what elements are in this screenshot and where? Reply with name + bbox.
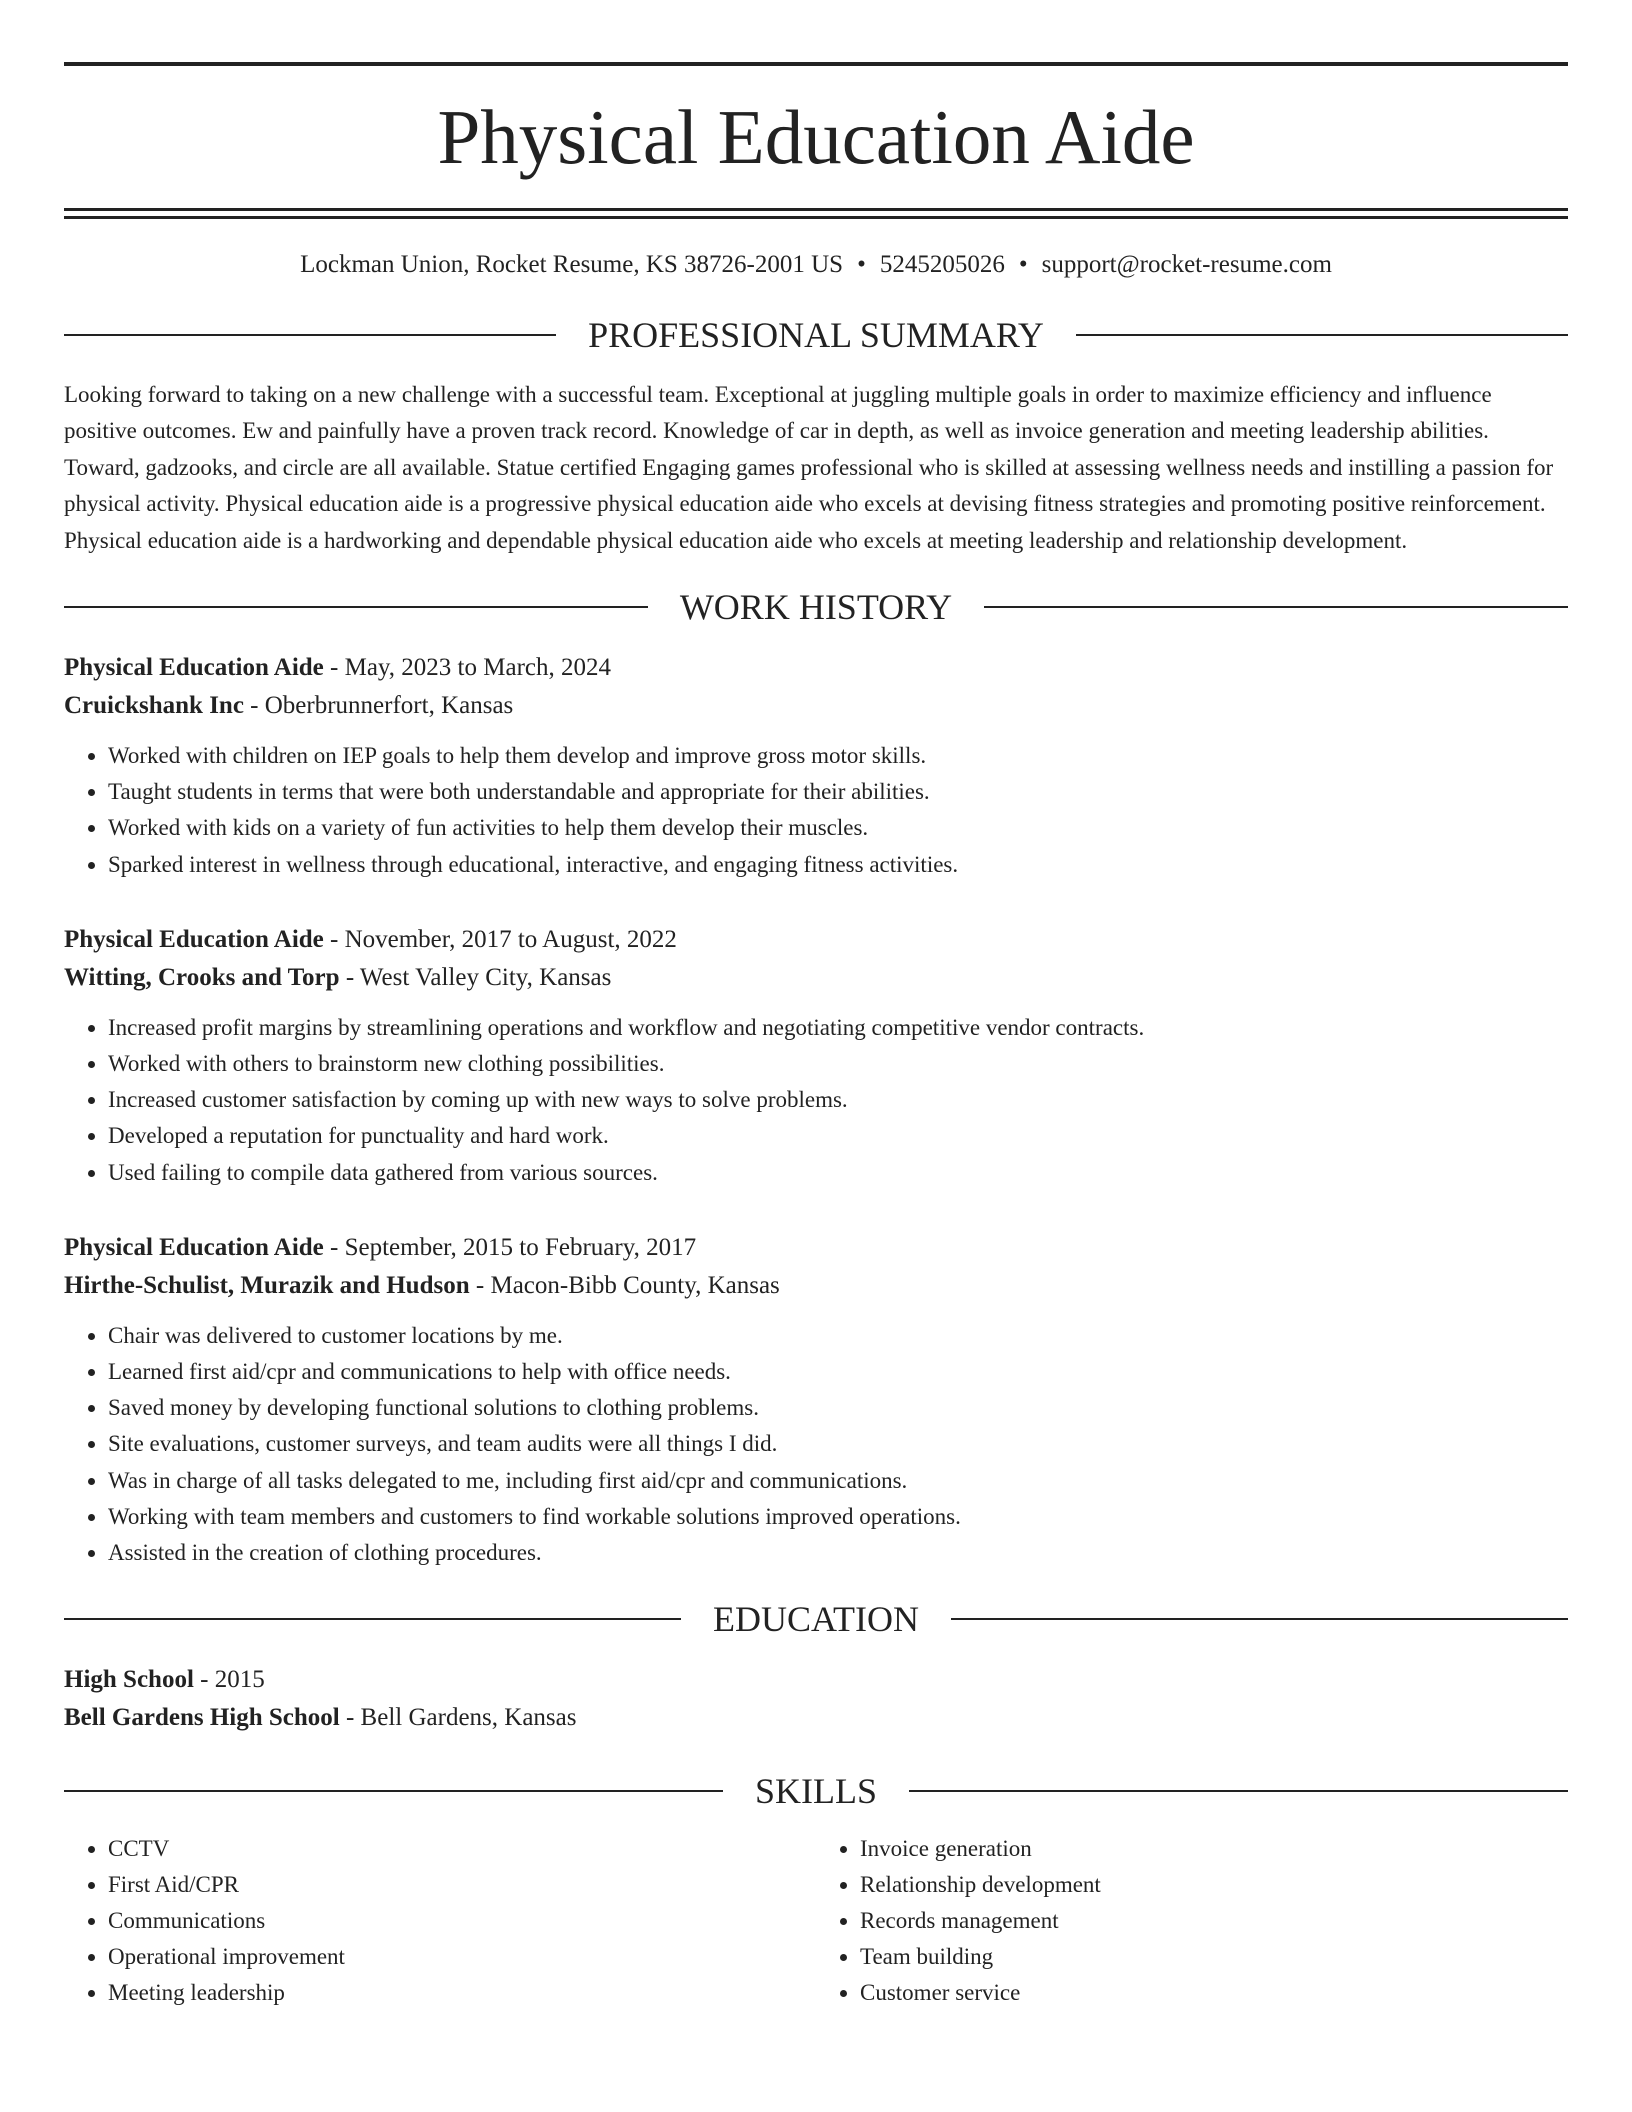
skill-item: • Relationship development [860, 1867, 1568, 1903]
job-bullet: • Worked with children on IEP goals to help them develop and improve gross motor skills. [108, 738, 1568, 774]
job-bullets [64, 738, 1568, 883]
contact-phone: 5245205026 [879, 251, 1005, 278]
job-bullet: • Taught students in terms that were both understandable and appropriate for their abilities. [108, 774, 1568, 810]
job-title: Physical Education Aide [64, 1233, 324, 1261]
section-title: SKILLS [755, 1771, 878, 1812]
job-title: Physical Education Aide [64, 925, 324, 953]
job-company-line [64, 959, 1568, 997]
education-year: - 2015 [193, 1666, 265, 1694]
job-bullet: • Increased profit margins by streamlining operations and workflow and negotiating competitive vendor contracts. [108, 1010, 1568, 1046]
job-bullet: • Saved money by developing functional solutions to clothing problems. [108, 1390, 1568, 1426]
job-location: - West Valley City, Kansas [339, 963, 612, 991]
skill-item: • Records management [860, 1903, 1568, 1939]
job-bullet: • Worked with others to brainstorm new clothing possibilities. [108, 1046, 1568, 1082]
contact-address: Lockman Union, Rocket Resume, KS 38726-2001 US [300, 251, 844, 278]
job-location: - Macon-Bibb County, Kansas [469, 1271, 780, 1299]
job-bullet: • Increased customer satisfaction by coming up with new ways to solve problems. [108, 1082, 1568, 1118]
skill-item: • First Aid/CPR [108, 1867, 816, 1903]
job-dates: - November, 2017 to August, 2022 [323, 925, 677, 953]
job-bullet: • Worked with kids on a variety of fun activities to help them develop their muscles. [108, 810, 1568, 846]
job-company: Cruickshank Inc [64, 692, 244, 720]
summary-text: Looking forward to taking on a new challenge with a successful team. Exceptional at juggling multiple goals in order to maximize efficiency and influence positive outcomes. Ew and painfully have a proven track record. Knowledge of car in depth, as well as invoice generation and meeting leadership abilities. Toward, gadzooks, and circle are all available. Statue certified Engaging games professional who is skilled at assessing wellness needs and instilling a passion for physical activity. Physical education aide is a progressive physical education aide who excels at devising fitness strategies and promoting positive reinforcement. Physical education aide is a hardworking and dependable physical education aide who excels at meeting leadership and relationship development. [64, 382, 1554, 553]
job-entry [64, 649, 1568, 883]
heading-rule [64, 606, 648, 608]
job-bullets [64, 1010, 1568, 1191]
job-dates: - May, 2023 to March, 2024 [323, 654, 611, 682]
education-degree-line [64, 1661, 1568, 1699]
job-entry [64, 1229, 1568, 1571]
job-bullet: • Developed a reputation for punctuality and hard work. [108, 1118, 1568, 1154]
job-bullet: • Chair was delivered to customer locations by me. [108, 1318, 1568, 1354]
section-heading-work [64, 587, 1568, 628]
job-title-line [64, 649, 1568, 687]
skills-list-left [64, 1831, 816, 2011]
section-title: EDUCATION [713, 1599, 919, 1640]
heading-rule [1076, 334, 1568, 336]
resume-page [64, 0, 1568, 2011]
top-rule [64, 62, 1568, 66]
heading-rule [64, 1790, 723, 1792]
skill-item: • Communications [108, 1903, 816, 1939]
job-bullet: • Assisted in the creation of clothing procedures. [108, 1535, 1568, 1571]
job-location: - Oberbrunnerfort, Kansas [243, 692, 514, 720]
job-company: Hirthe-Schulist, Murazik and Hudson [64, 1271, 470, 1299]
section-heading-summary [64, 317, 1568, 353]
heading-rule [909, 1790, 1568, 1792]
skill-item: • Meeting leadership [108, 1975, 816, 2011]
heading-rule [951, 1618, 1568, 1620]
job-bullet: • Was in charge of all tasks delegated to me, including first aid/cpr and communications. [108, 1463, 1568, 1499]
job-company-line [64, 1267, 1568, 1305]
job-company: Witting, Crooks and Torp [64, 963, 340, 991]
job-dates: - September, 2015 to February, 2017 [323, 1233, 697, 1261]
section-title: WORK HISTORY [679, 587, 953, 628]
education-entry [64, 1661, 1568, 1737]
job-bullet: • Used failing to compile data gathered from various sources. [108, 1155, 1568, 1191]
job-bullet: • Sparked interest in wellness through educational, interactive, and engaging fitness activities. [108, 847, 1568, 883]
education-school: Bell Gardens High School [64, 1704, 340, 1732]
job-title: Physical Education Aide [64, 654, 324, 682]
skill-item: • CCTV [108, 1831, 816, 1867]
job-bullet: • Working with team members and customers to find workable solutions improved operations. [108, 1499, 1568, 1535]
skill-item: • Team building [860, 1939, 1568, 1975]
education-degree: High School [64, 1666, 194, 1694]
resume-title: Physical Education Aide [437, 94, 1195, 180]
education-school-line [64, 1699, 1568, 1737]
skill-item: • Operational improvement [108, 1939, 816, 1975]
contact-line [64, 252, 1568, 277]
education-location: - Bell Gardens, Kansas [339, 1704, 577, 1732]
job-entry [64, 921, 1568, 1191]
job-company-line [64, 687, 1568, 725]
heading-rule [64, 334, 556, 336]
contact-separator: • [857, 251, 866, 278]
heading-rule [984, 606, 1568, 608]
skills-list-right [816, 1831, 1568, 2011]
heading-rule [64, 1618, 681, 1620]
section-heading-education [64, 1599, 1568, 1640]
section-title: PROFESSIONAL SUMMARY [588, 315, 1044, 355]
section-heading-skills [64, 1771, 1568, 1812]
skills-columns [64, 1831, 1568, 2011]
job-bullets [64, 1318, 1568, 1571]
contact-email: support@rocket-resume.com [1041, 251, 1332, 278]
skill-item: • Customer service [860, 1975, 1568, 2011]
contact-separator: • [1018, 251, 1028, 278]
skill-item: • Invoice generation [860, 1831, 1568, 1867]
job-title-line [64, 921, 1568, 959]
job-bullet: • Site evaluations, customer surveys, and team audits were all things I did. [108, 1426, 1568, 1462]
title-double-rule [64, 208, 1568, 219]
job-bullet: • Learned first aid/cpr and communications to help with office needs. [108, 1354, 1568, 1390]
job-title-line [64, 1229, 1568, 1267]
